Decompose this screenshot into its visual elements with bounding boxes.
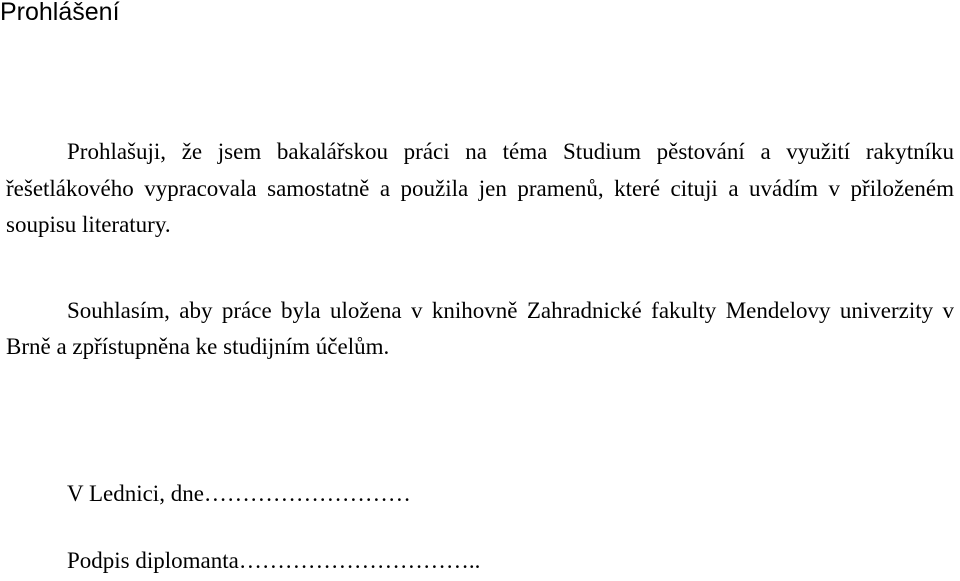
signature-line: Podpis diplomanta………………………….. <box>67 548 481 573</box>
page-title: Prohlášení <box>0 0 120 26</box>
consent-paragraph: Souhlasím, aby práce byla uložena v knihovně Zahradnické fakulty Mendelovy univerzity v Brně a zpřístupněna ke studijním účelům. <box>6 298 954 359</box>
declaration-paragraph: Prohlašuji, že jsem bakalářskou práci na téma Studium pěstování a využití rakytníku řešetlákového vypracovala samostatně a použila jen pramenů, které cituji a uvádím v přiloženém soupisu literatury. <box>6 139 954 237</box>
place-date-line: V Lednici, dne……………………… <box>67 481 411 506</box>
